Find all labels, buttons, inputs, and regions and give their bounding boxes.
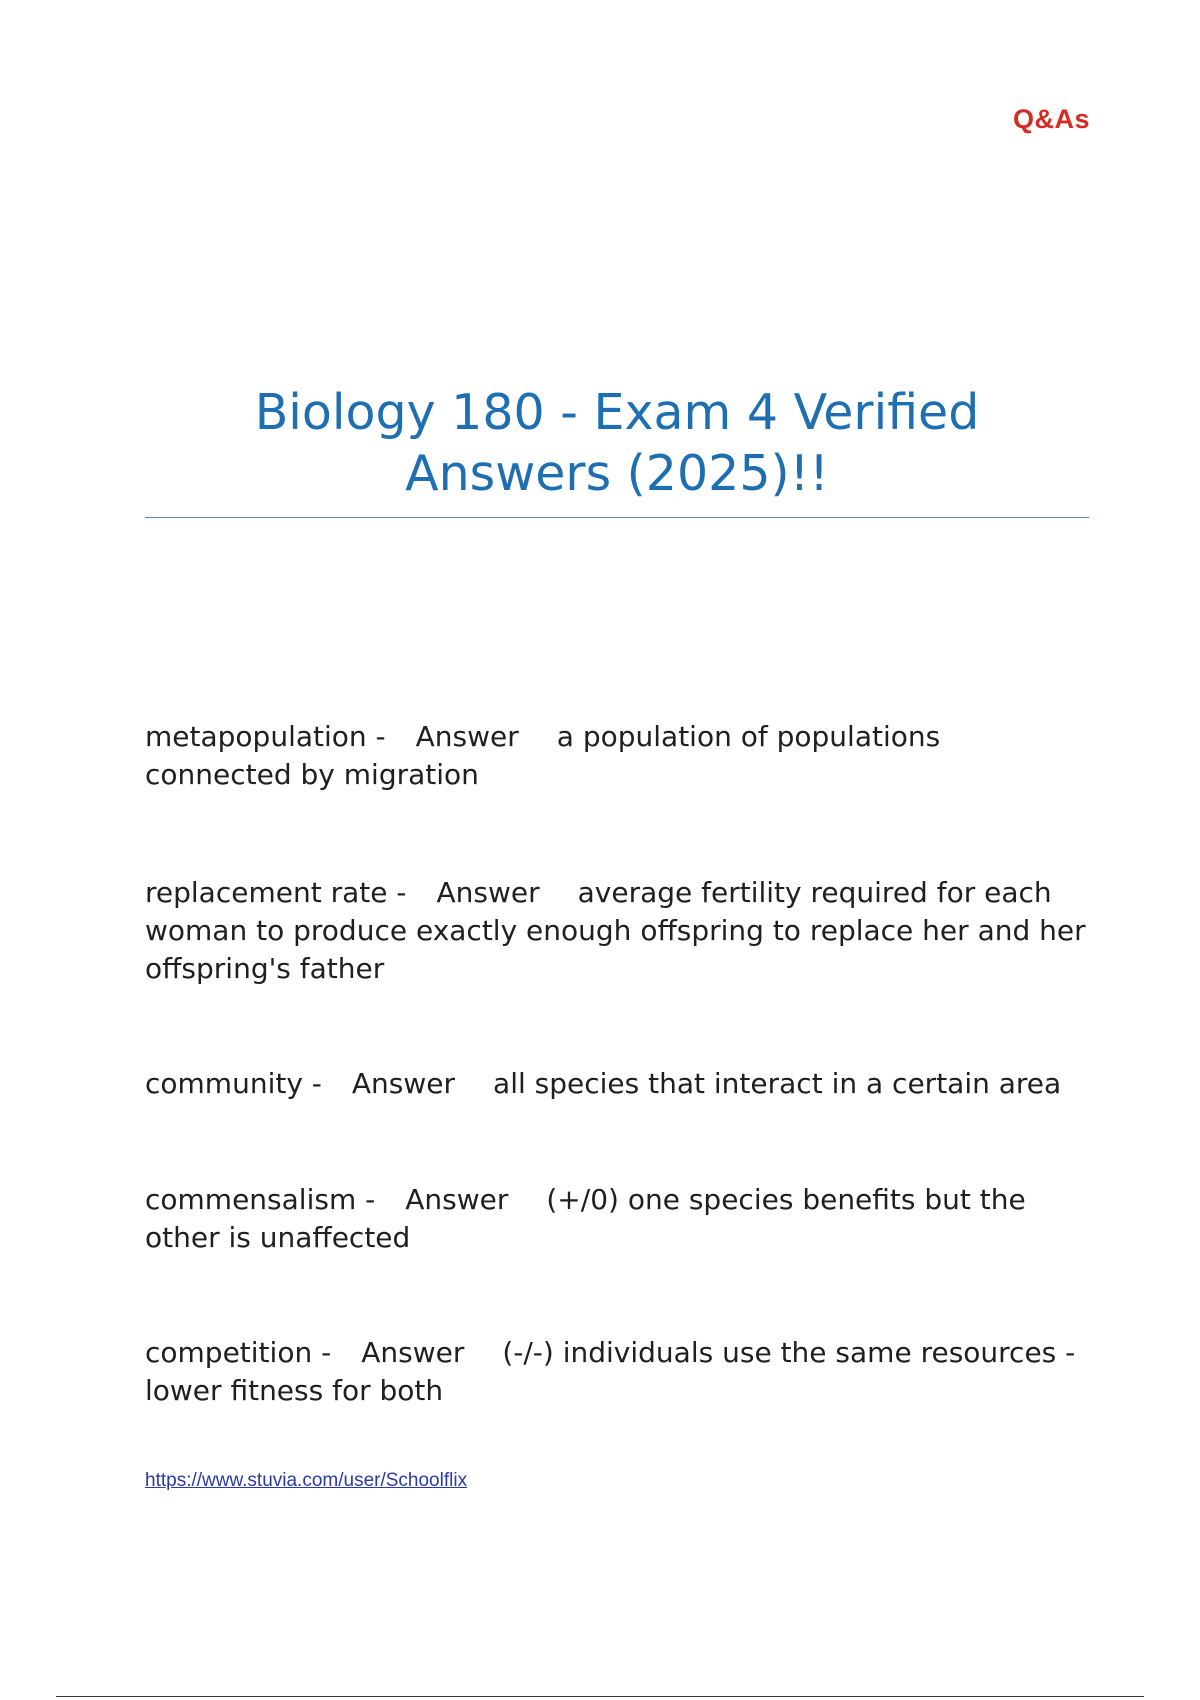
qa-definition: a population of populations connected by migration [145,720,941,791]
qa-item-commensalism [145,1181,1089,1257]
qa-answer-label: Answer [405,1183,509,1216]
title-divider [145,517,1089,518]
qa-answer-label: Answer [351,1067,456,1100]
qa-term: competition - [145,1336,332,1369]
qa-item-metapopulation [145,718,1089,794]
title-block [145,382,1089,504]
qa-item-competition [145,1334,1089,1410]
qa-item-replacement-rate [145,874,1089,988]
qa-definition: (-/-) individuals use the same resources - lower fitness for both [145,1336,1076,1407]
qa-answer-label: Answer [361,1336,465,1369]
qa-answer-label: Answer [436,876,540,909]
source-link[interactable]: https://www.stuvia.com/user/Schoolflix [145,1470,468,1491]
qa-term: replacement rate - [145,876,407,909]
qa-term: community - [145,1067,322,1100]
document-title: Biology 180 - Exam 4 Verified Answers (2025)!! [254,384,980,502]
qa-item-community [145,1065,1089,1103]
qa-term: metapopulation - [145,720,386,753]
qa-definition: (+/0) one species benefits but the other is unaffected [145,1183,1026,1254]
qa-list [145,718,1089,1410]
qa-definition: average fertility required for each woman to produce exactly enough offspring to replace her and her offspring's father [145,876,1086,985]
qa-definition: all species that interact in a certain area [493,1067,1062,1100]
qa-answer-label: Answer [415,720,519,753]
qa-badge: Q&As [1012,104,1090,134]
footer-divider [56,1696,1144,1697]
qa-term: commensalism - [145,1183,376,1216]
